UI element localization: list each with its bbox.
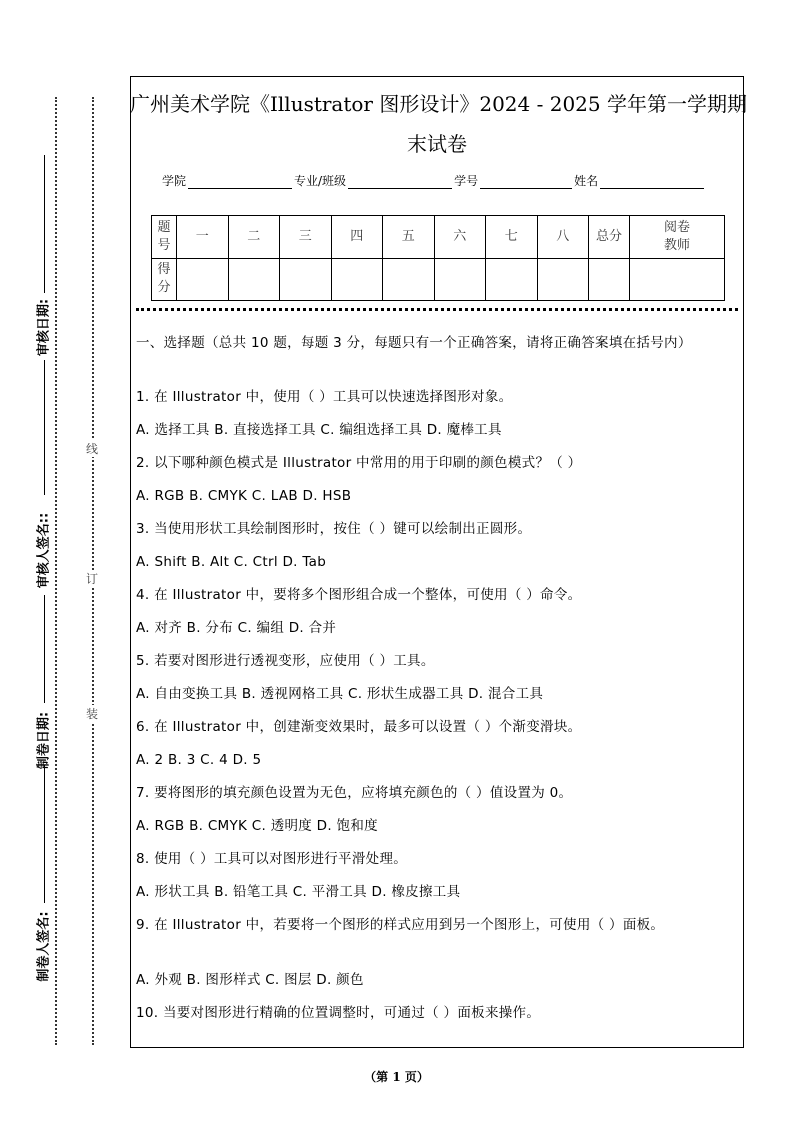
question-5: 5. 若要对图形进行透视变形，应使用（ ）工具。 [136,653,435,669]
score-cell[interactable] [486,258,538,301]
question-2-options: A. RGB B. CMYK C. LAB D. HSB [136,488,352,504]
question-4: 4. 在 Illustrator 中，要将多个图形组合成一个整体，可使用（ ）命令。 [136,587,582,603]
row-label: 分 [157,280,171,296]
binding-dotted-line-outer [55,97,57,1045]
bind-char-ding: 订 [86,572,99,586]
score-table-header-row [152,216,725,259]
page-number: （第 1 页） [364,1070,429,1084]
header-cell: 总分 [589,216,630,259]
score-cell[interactable] [177,258,229,301]
major-field[interactable] [348,174,452,189]
review-date-line [44,155,45,293]
student-info-row [162,172,706,189]
question-7: 7. 要将图形的填充颜色设置为无色，应将填充颜色的（ ）值设置为 0。 [136,785,573,801]
review-date-label: 审核日期: [36,298,52,357]
question-1-options: A. 选择工具 B. 直接选择工具 C. 编组选择工具 D. 魔棒工具 [136,422,502,438]
row-label: 得 [157,262,171,278]
score-cell[interactable] [280,258,332,301]
question-9-options: A. 外观 B. 图形样式 C. 图层 D. 颜色 [136,972,364,988]
student-id-field[interactable] [480,174,572,189]
question-8-options: A. 形状工具 B. 铅笔工具 C. 平滑工具 D. 橡皮擦工具 [136,884,461,900]
row-label: 号 [157,237,171,253]
score-cell[interactable] [589,258,630,301]
header-cell: 五 [383,216,435,259]
dotted-separator [136,308,738,311]
question-6-options: A. 2 B. 3 C. 4 D. 5 [136,752,262,768]
reviewer-sign-label: 审核人签名:: [36,512,52,589]
header-cell: 二 [228,216,280,259]
reviewer-label: 教师 [663,237,690,253]
score-cell[interactable] [630,258,725,301]
question-8: 8. 使用（ ）工具可以对图形进行平滑处理。 [136,851,408,867]
name-field[interactable] [600,174,704,189]
question-4-options: A. 对齐 B. 分布 C. 编组 D. 合并 [136,620,337,636]
question-6: 6. 在 Illustrator 中，创建渐变效果时，最多可以设置（ ）个渐变滑块。 [136,719,582,735]
header-cell: 三 [280,216,332,259]
question-9: 9. 在 Illustrator 中，若要将一个图形的样式应用到另一个图形上，可使用（ ）面板。 [136,917,665,933]
reviewer-label: 阅卷 [663,219,690,235]
header-cell: 八 [537,216,589,259]
student-id-label: 学号 [454,174,479,188]
question-5-options: A. 自由变换工具 B. 透视网格工具 C. 形状生成器工具 D. 混合工具 [136,686,544,702]
bind-char-zhuang: 装 [86,707,99,721]
make-date-line [44,595,45,703]
score-cell[interactable] [434,258,486,301]
college-field[interactable] [188,174,292,189]
question-7-options: A. RGB B. CMYK C. 透明度 D. 饱和度 [136,818,378,834]
exam-title-line2: 末试卷 [407,132,467,156]
question-1: 1. 在 Illustrator 中，使用（ ）工具可以快速选择图形对象。 [136,389,513,405]
name-label: 姓名 [574,174,599,188]
score-cell[interactable] [228,258,280,301]
score-table [151,215,725,301]
header-cell: 四 [331,216,383,259]
college-label: 学院 [162,174,187,188]
section-1-heading: 一、选择题（总共 10 题，每题 3 分，每题只有一个正确答案，请将正确答案填在括号内） [136,335,692,351]
score-cell[interactable] [383,258,435,301]
exam-title-line1: 广州美术学院《Illustrator 图形设计》2024 - 2025 学年第一学期期 [130,92,747,116]
score-cell[interactable] [331,258,383,301]
question-3-options: A. Shift B. Alt C. Ctrl D. Tab [136,554,327,570]
header-cell: 六 [434,216,486,259]
question-2: 2. 以下哪种颜色模式是 Illustrator 中常用的用于印刷的颜色模式？（ ） [136,455,582,471]
header-cell: 一 [177,216,229,259]
bind-char-xian: 线 [86,442,99,456]
make-date-label: 制卷日期: [36,711,52,770]
reviewer-sign-line [44,360,45,495]
maker-sign-label: 制卷人签名: [36,911,52,982]
score-cell[interactable] [537,258,589,301]
question-10: 10. 当要对图形进行精确的位置调整时，可通过（ ）面板来操作。 [136,1005,541,1021]
question-3: 3. 当使用形状工具绘制图形时，按住（ ）键可以绘制出正圆形。 [136,521,532,537]
header-cell: 七 [486,216,538,259]
row-label: 题 [157,219,171,235]
major-label: 专业/班级 [294,174,347,188]
score-table-score-row [152,258,725,301]
maker-sign-line [44,765,45,903]
